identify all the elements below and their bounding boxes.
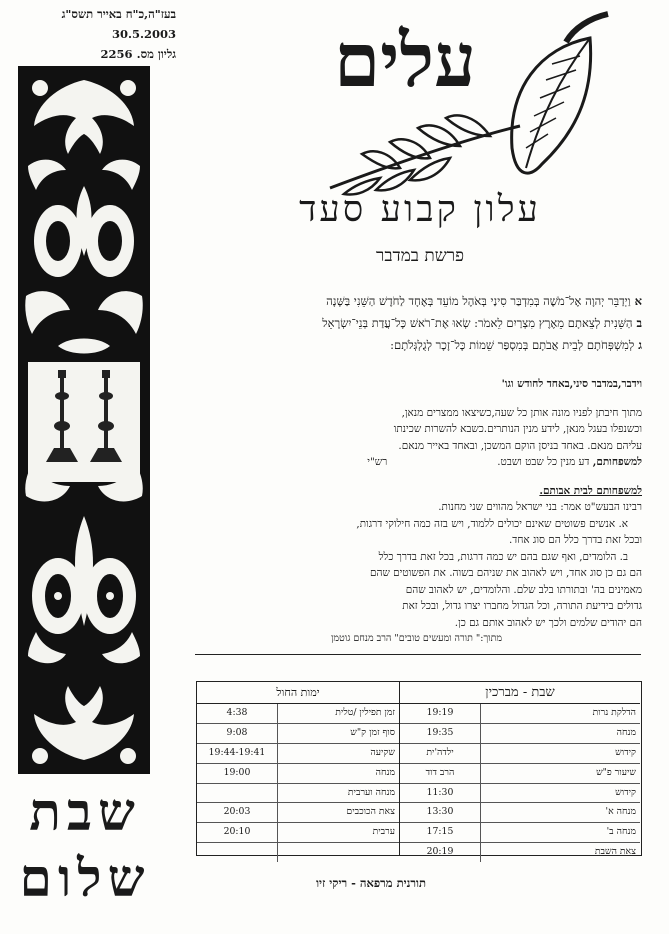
time-value: 19:00 <box>197 764 278 783</box>
commentary-line: עליהם מנאם. באחד בניסן הוקם המשכן, ובאחד באייר מנאם. <box>398 439 642 452</box>
time-label: שקיעה <box>370 746 395 758</box>
table-row <box>400 744 640 764</box>
gregorian-date: 30.5.2003 <box>111 27 176 41</box>
time-label: מנחה <box>375 766 395 778</box>
time-value: 19:44-19:41 <box>197 744 278 763</box>
table-row <box>197 803 399 823</box>
table-row <box>197 744 399 764</box>
issue-number: גליון מס. 2256 <box>100 47 176 61</box>
prayer-schedule-table <box>196 681 642 856</box>
time-value: 19:19 <box>400 704 481 723</box>
shabbat-shalom-text <box>10 780 160 912</box>
time-label: קידוש <box>615 786 636 798</box>
shabbat-column-title: שבת - מברכין <box>400 682 640 704</box>
commentary-line: מאמינים בה' ובתורתו בלב שלם. והלומדים, יש לאהוב שהם <box>405 583 642 596</box>
time-label: צאת השבת <box>594 846 636 858</box>
time-value: 13:30 <box>400 803 481 822</box>
time-value: 20:19 <box>400 843 481 862</box>
commentary-line: גדולים בידיעת התורה, וכל הגדול מחברו יצרו גדול, ובכל זאת <box>402 600 642 612</box>
torah-verses <box>200 290 642 356</box>
commentary-text: דע מנין כל שבט ושבט. <box>497 456 593 468</box>
time-label: שיעור פ"ש <box>596 766 636 778</box>
table-row <box>400 784 640 804</box>
table-row <box>197 764 399 784</box>
shabbat-column <box>400 682 640 858</box>
verse-text: וַיְדַבֵּר יְהוָה אֶל־מֹשֶׁה בְּמִדְבַּר סִינַי בְּאֹהֶל מוֹעֵד בְּאֶחָד לַחֹדֶשׁ הַשֵּׁנִי בַּשָּׁנָה <box>326 294 631 308</box>
time-value: הרב דוד <box>400 764 481 783</box>
time-label: מנחה א' <box>605 806 636 818</box>
shabbat-word: שבת <box>29 782 141 843</box>
weekday-column <box>197 682 400 855</box>
verse-number: א <box>634 294 642 308</box>
table-row <box>400 803 640 823</box>
time-label: צאת הכוכבים <box>346 806 395 818</box>
time-label: הדלקת נרות <box>592 707 636 718</box>
ornament-pattern-icon <box>18 66 150 774</box>
commentary-line: וכשנפלו בעגל מנאן, לידע מנין הנותרים.כשבא להשרות שכינתו <box>393 423 642 435</box>
rashi-source: רש"י <box>367 456 388 468</box>
table-row <box>400 823 640 843</box>
table-row <box>197 784 399 804</box>
verse-text: לְמִשְׁפְּחֹתָם לְבֵית אֲבֹתָם בְּמִסְפַּר שֵׁמוֹת כָּל־זָכָר לְגֻלְגְּלֹתָם: <box>390 338 635 352</box>
time-value: 4:38 <box>197 704 278 723</box>
masthead-logo-word: עלים <box>333 18 477 104</box>
time-label: מנחה ב' <box>606 826 636 838</box>
time-value: 9:08 <box>197 724 278 743</box>
divider <box>195 654 641 655</box>
time-label <box>278 843 399 862</box>
verse-line <box>200 334 642 356</box>
issue-info <box>26 4 176 64</box>
commentary-line: ובכל זאת בדרך כלל הם סוג אחד. <box>508 534 642 546</box>
verse-line <box>200 312 642 334</box>
weekday-column-title: ימות החול <box>197 682 399 704</box>
time-label: ערבית <box>372 826 395 838</box>
table-row <box>197 724 399 744</box>
table-row <box>400 764 640 784</box>
time-label: סוף זמן ק"ש <box>350 726 395 738</box>
table-row <box>400 704 640 724</box>
time-value <box>197 784 278 803</box>
time-value: 20:10 <box>197 823 278 842</box>
time-value: 20:03 <box>197 803 278 822</box>
time-label: קידוש <box>615 746 636 758</box>
time-label: מנחה <box>616 726 636 738</box>
time-value: 17:15 <box>400 823 481 842</box>
commentary-bold-term: למשפחותם, <box>592 456 642 468</box>
parasha-title: פרשת במדבר <box>375 246 465 266</box>
masthead-subtitle: עלון קבוע סעד <box>299 189 541 230</box>
commentary-heading: וידבר,במדבר סיני,באחד לחודש וגו' <box>501 378 642 390</box>
table-row <box>197 843 399 862</box>
verse-number: ב <box>636 316 642 330</box>
verse-line <box>200 290 642 312</box>
table-row <box>400 843 640 862</box>
verse-number: ג <box>638 338 642 352</box>
time-value <box>197 843 278 862</box>
verse-text: הַשֵּׁנִית לְצֵאתָם מֵאֶרֶץ מִצְרַיִם לֵאמֹר: שְׂאוּ אֶת־רֹאשׁ כָּל־עֲדַת בְּנֵי־יִשְׂרָאֵל <box>322 316 633 330</box>
time-label: מנחה וערבית <box>347 786 395 798</box>
time-value: ילדה'ית <box>400 744 481 763</box>
footer-credit: תורנית מרפאה - ריקי זיו <box>316 876 426 890</box>
commentary-line: רבינו הבעש"ט אמר: בני ישראל מהווים שני מחנות. <box>438 501 642 513</box>
decorative-side-panel <box>18 66 150 774</box>
commentary-section <box>200 376 642 648</box>
commentary-heading-2: למשפחותם לבית אבותם. <box>539 484 642 497</box>
shalom-word: שלום <box>19 848 151 909</box>
table-row <box>197 823 399 843</box>
commentary-line: הם יהודים שלמים ולכך יש לאהוב אותם גם כן. <box>454 616 642 629</box>
time-value: 19:35 <box>400 724 481 743</box>
commentary-line: א. אנשים פשוטים שאינם יכולים ללמוד, ויש בזה כמה חילוקי דרגות, <box>356 517 628 530</box>
hebrew-date: בעז"ה,כ"ח באייר תשס"ג <box>61 7 176 21</box>
time-label: זמן תפילין /טלית <box>335 707 395 718</box>
commentary-line: מתוך חיבתן לפניו מונה אותן כל שעה,כשיצאו ממצרים מנאן, <box>401 406 642 419</box>
commentary-line: הם גם כן סוג אחד, ויש לאהוב את שניהם בשוה. את הפשוטים שהם <box>369 567 642 579</box>
commentary-line: ב. הלומדים, ואף שגם בהם יש כמה דרגות, בכל זאת בדרך כלל <box>378 550 628 563</box>
time-value: 11:30 <box>400 784 481 803</box>
commentary-source: מתוך:" תורה ומעשים טובים" הרב מנחם גוטמן <box>330 633 502 644</box>
table-row <box>197 704 399 724</box>
table-row <box>400 724 640 744</box>
commentary-line <box>200 454 642 471</box>
